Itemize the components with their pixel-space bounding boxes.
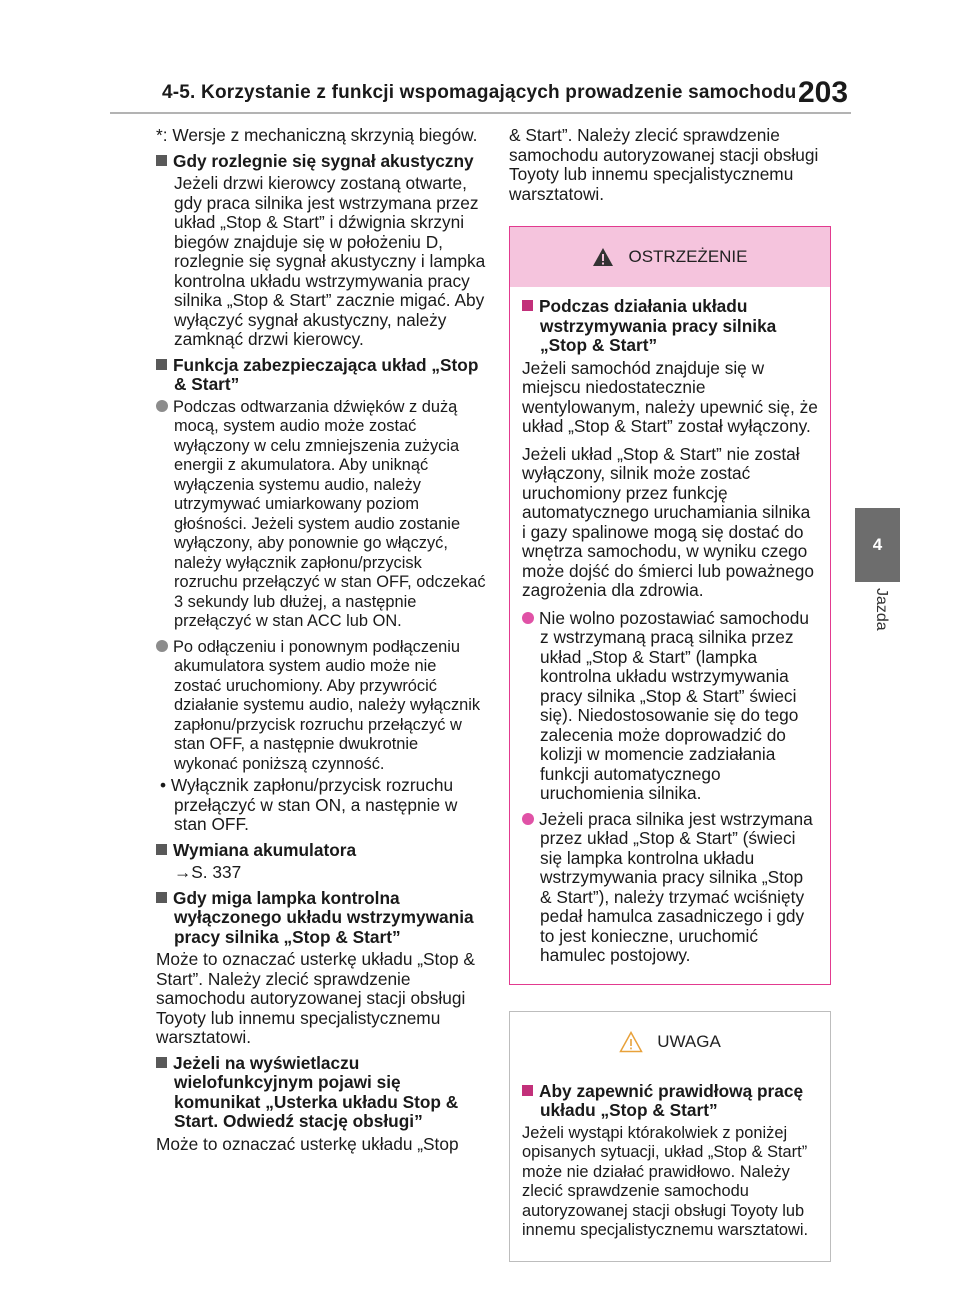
chapter-label: Jazda <box>873 588 890 631</box>
notice-header <box>510 1012 830 1072</box>
square-bullet-icon <box>156 892 167 903</box>
bullet-item: Po odłączeniu i ponownym podłączeniu akumulatora system audio może nie zostać uruchomiony. Aby przywrócić działanie systemu audio, należy wyłącznik zapłonu/przycisk rozruchu przełączyć w stan OFF, a następnie dwukrotnie wykonać poniższą czynność. <box>156 638 486 775</box>
circle-bullet-icon <box>522 612 534 624</box>
section-text: Jeżeli drzwi kierowcy zostaną otwarte, gdy praca silnika jest wstrzymana przez układ „Stop & Start” i dźwignia skrzyni biegów znajduje się w położeniu D, rozlegnie się sygnał akustyczny i lampka kontrolna układu wstrzymywania pracy silnika „Stop & Start” zacznie migać. Aby wyłączyć sygnał akustyczny, należy zamknąć drzwi kierowcy. <box>174 173 486 349</box>
square-bullet-icon <box>156 844 167 855</box>
list-item: • Wyłącznik zapłonu/przycisk rozruchu przełączyć w stan ON, a następnie w stan OFF. <box>160 775 458 834</box>
warning-text: Jeżeli układ „Stop & Start” nie został wyłączony, silnik może zostać uruchomiony przez funkcję automatycznego uruchamiania silnika i gazy spalinowe mogą się dostać do wnętrza samochodu, w wyniku czego może dojść do śmierci lub poważnego zagrożenia dla zdrowia. <box>522 443 815 600</box>
circle-bullet-icon <box>156 640 168 652</box>
chapter-number: 4 <box>872 535 883 554</box>
caution-triangle-icon <box>619 1031 643 1053</box>
warning-text: Jeżeli samochód znajduje się w miejscu niedostatecznie wentylowanym, należy upewnić się, że układ „Stop & Start” został wyłączony. <box>522 357 818 436</box>
bullet-item: Podczas odtwarzania dźwięków z dużą mocą, system audio może zostać wyłączony w celu zmniejszenia zużycia energii z akumulatora. Aby uniknąć wyłączenia systemu audio, należy utrzymywać umiarkowany poziom głośności. Jeżeli system audio zostanie wyłączony, aby ponownie go włączyć, należy wyłącznik zapłonu/przycisk rozruchu przełączyć w stan OFF, odczekać 3 sekundy lub dłużej, a następnie przełączyć w stan ACC lub ON. <box>156 398 486 632</box>
square-bullet-icon <box>522 1085 533 1096</box>
section-text: Może to oznaczać usterkę układu „Stop <box>156 1133 459 1154</box>
page-number: 203 <box>798 76 849 109</box>
left-column <box>156 126 486 1160</box>
warning-bullet: Nie wolno pozostawiać samochodu z wstrzymaną pracą silnika przez układ „Stop & Start” (lampka kontrolna układu wstrzymywania pracy silnika „Stop & Start” świeci się). Niedostosowanie się do tego zalecenia może doprowadzić do kolizji w momencie zadziałania funkcji automatycznego uruchomienia silnika. <box>522 609 818 804</box>
circle-bullet-icon <box>156 400 168 412</box>
warning-subheading: Podczas działania układu wstrzymywania pracy silnika „Stop & Start” <box>522 297 818 356</box>
chapter-tab[interactable] <box>855 508 900 582</box>
warning-box <box>509 226 831 985</box>
section-title: 4-5. Korzystanie z funkcji wspomagających prowadzenie samochodu <box>162 82 797 103</box>
warning-bullet: Jeżeli praca silnika jest wstrzymana przez układ „Stop & Start” (świeci się lampka kontrolna układu wstrzymywania pracy silnika „Stop & Start”), należy trzymać wciśnięty pedał hamulca zasadniczego i gdy to jest konieczne, uruchomić hamulec postojowy. <box>522 810 818 966</box>
notice-box <box>509 1011 831 1262</box>
square-bullet-icon <box>156 359 167 370</box>
footnote: *: Wersje z mechaniczną skrzynią biegów. <box>156 125 478 145</box>
warning-header <box>510 227 830 287</box>
warning-title: OSTRZEŻENIE <box>628 247 748 267</box>
section-text: Może to oznaczać usterkę układu „Stop & Start”. Należy zlecić sprawdzenie samochodu autoryzowanej stacji obsługi Toyoty lub innemu specjalistycznemu warsztatowi. <box>156 949 475 1047</box>
warning-triangle-icon <box>592 247 614 267</box>
section-heading: Gdy miga lampka kontrolna wyłączonego układu wstrzymywania pracy silnika „Stop & Start” <box>156 889 486 948</box>
header-rule <box>110 112 851 114</box>
continued-text: & Start”. Należy zlecić sprawdzenie samochodu autoryzowanej stacji obsługi Toyoty lub innemu specjalistycznemu warsztatowi. <box>509 125 819 204</box>
section-heading: Gdy rozlegnie się sygnał akustyczny <box>156 152 486 172</box>
notice-text: Jeżeli wystąpi którakolwiek z poniżej opisanych sytuacji, układ „Stop & Start” może nie działać prawidłowo. Należy zlecić sprawdzenie samochodu autoryzowanej stacji obsługi Toyoty lub innemu specjalistycznemu warsztatowi. <box>522 1123 809 1239</box>
page-reference[interactable]: →S. 337 <box>174 862 242 882</box>
notice-subheading: Aby zapewnić prawidłową pracę układu „Stop & Start” <box>522 1082 818 1121</box>
right-column <box>509 126 831 1288</box>
section-heading: Funkcja zabezpieczająca układ „Stop & Start” <box>156 356 486 395</box>
section-heading: Jeżeli na wyświetlaczu wielofunkcyjnym pojawi się komunikat „Usterka układu Stop & Start. Odwiedź stację obsługi” <box>156 1054 486 1132</box>
square-bullet-icon <box>156 1057 167 1068</box>
square-bullet-icon <box>522 300 533 311</box>
notice-title: UWAGA <box>657 1031 721 1051</box>
section-heading: Wymiana akumulatora <box>156 841 486 861</box>
square-bullet-icon <box>156 155 167 166</box>
circle-bullet-icon <box>522 813 534 825</box>
